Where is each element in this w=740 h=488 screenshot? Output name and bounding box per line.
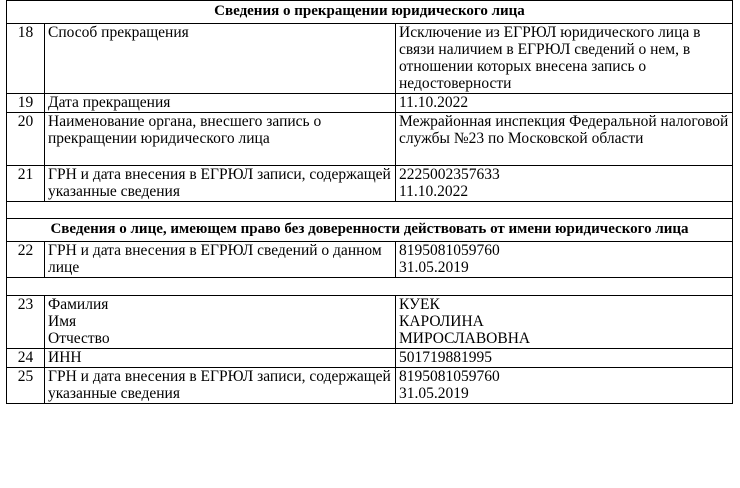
row-value: [396, 166, 733, 202]
egrul-table: [6, 0, 733, 404]
date-value: 31.05.2019: [399, 385, 469, 402]
section-header-termination: [7, 1, 733, 24]
section-title: Сведения о прекращении юридического лица: [7, 1, 733, 24]
name-value: КАРОЛИНА: [399, 313, 484, 330]
row-value: Межрайонная инспекция Федеральной налоговой службы №23 по Московской области: [396, 113, 733, 166]
spacer-row: [7, 202, 733, 219]
date-value: 11.10.2022: [399, 183, 469, 200]
row-label: ГРН и дата внесения в ЕГРЮЛ записи, содержащей указанные сведения: [45, 166, 396, 202]
row-label: ИНН: [45, 349, 396, 368]
row-number: 25: [7, 368, 45, 404]
spacer: [7, 202, 733, 219]
table-row: [7, 296, 733, 349]
row-number: 18: [7, 24, 45, 94]
patronymic-label: Отчество: [48, 330, 110, 347]
date-value: 31.05.2019: [399, 259, 469, 276]
table-row: [7, 24, 733, 94]
row-value: [396, 368, 733, 404]
row-value: 501719881995: [396, 349, 733, 368]
row-number: 23: [7, 296, 45, 349]
table-row: [7, 349, 733, 368]
surname-label: Фамилия: [48, 296, 109, 313]
row-number: 22: [7, 242, 45, 278]
table-row: [7, 94, 733, 113]
row-label: [45, 296, 396, 349]
row-label: Наименование органа, внесшего запись о прекращении юридического лица: [45, 113, 396, 166]
spacer-row: [7, 278, 733, 296]
row-number: 20: [7, 113, 45, 166]
row-value: Исключение из ЕГРЮЛ юридического лица в связи наличием в ЕГРЮЛ сведений о нем, в отношении которых внесена запись о недостоверности: [396, 24, 733, 94]
section-title: Сведения о лице, имеющем право без доверенности действовать от имени юридического лица: [7, 219, 733, 242]
table-row: [7, 113, 733, 166]
name-label: Имя: [48, 313, 77, 330]
table-row: [7, 166, 733, 202]
row-label: ГРН и дата внесения в ЕГРЮЛ записи, содержащей указанные сведения: [45, 368, 396, 404]
table-row: [7, 242, 733, 278]
grn-value: 8195081059760: [399, 242, 500, 259]
section-header-authorized-person: [7, 219, 733, 242]
spacer: [7, 278, 733, 296]
row-value: [396, 296, 733, 349]
row-label: Дата прекращения: [45, 94, 396, 113]
surname-value: КУЕК: [399, 296, 440, 313]
row-value: 11.10.2022: [396, 94, 733, 113]
patronymic-value: МИРОСЛАВОВНА: [399, 330, 531, 347]
row-number: 19: [7, 94, 45, 113]
row-value: [396, 242, 733, 278]
table-row: [7, 368, 733, 404]
grn-value: 2225002357633: [399, 166, 500, 183]
row-label: ГРН и дата внесения в ЕГРЮЛ сведений о данном лице: [45, 242, 396, 278]
row-number: 21: [7, 166, 45, 202]
row-label: Способ прекращения: [45, 24, 396, 94]
row-number: 24: [7, 349, 45, 368]
grn-value: 8195081059760: [399, 368, 500, 385]
